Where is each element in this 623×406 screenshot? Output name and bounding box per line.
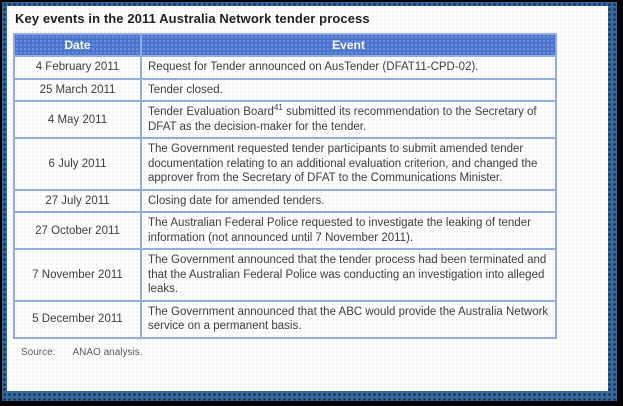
source-text: ANAO analysis.	[72, 346, 143, 358]
date-cell: 5 December 2011	[14, 301, 141, 338]
key-events-table	[13, 33, 557, 339]
event-cell: Tender closed.	[141, 79, 556, 102]
event-cell: The Government requested tender participants to submit amended tender documentation relating to an additional evaluation criterion, and changed the approver from the Secretary of DFAT to the Communications Minister.	[141, 138, 556, 190]
dotted-border-band	[2, 2, 617, 401]
date-cell: 7 November 2011	[14, 249, 141, 301]
date-cell: 4 February 2011	[14, 56, 141, 79]
event-cell: The Australian Federal Police requested to investigate the leaking of tender information (not announced until 7 November 2011).	[141, 212, 556, 249]
event-cell: Closing date for amended tenders.	[141, 190, 556, 213]
document-page	[7, 6, 608, 391]
table-row	[14, 190, 556, 213]
event-cell: Request for Tender announced on AusTender (DFAT11-CPD-02).	[141, 56, 556, 79]
table-title: Key events in the 2011 Australia Network tender process	[15, 11, 370, 26]
date-cell: 4 May 2011	[14, 101, 141, 138]
date-cell: 25 March 2011	[14, 79, 141, 102]
table-row	[14, 301, 556, 338]
event-cell: Tender Evaluation Board$^{41}$ submitted its recommendation to the Secretary of DFAT as the decision-maker for the tender.	[141, 101, 556, 138]
table-row	[14, 212, 556, 249]
table-row	[14, 79, 556, 102]
source-note	[21, 347, 608, 358]
table-row	[14, 56, 556, 79]
table-row	[14, 101, 556, 138]
event-cell: The Government announced that the tender process had been terminated and that the Australian Federal Police was conducting an investigation into alleged leaks.	[141, 249, 556, 301]
header-row	[14, 34, 556, 56]
date-cell: 27 October 2011	[14, 212, 141, 249]
column-header-date: Date	[14, 34, 141, 56]
table-row	[14, 138, 556, 190]
date-cell: 27 July 2011	[14, 190, 141, 213]
table-row	[14, 249, 556, 301]
event-cell: The Government announced that the ABC would provide the Australia Network service on a permanent basis.	[141, 301, 556, 338]
footnote-reference: 41	[273, 103, 283, 113]
date-cell: 6 July 2011	[14, 138, 141, 190]
source-label: Source:	[21, 346, 56, 358]
column-header-event: Event	[141, 34, 556, 56]
